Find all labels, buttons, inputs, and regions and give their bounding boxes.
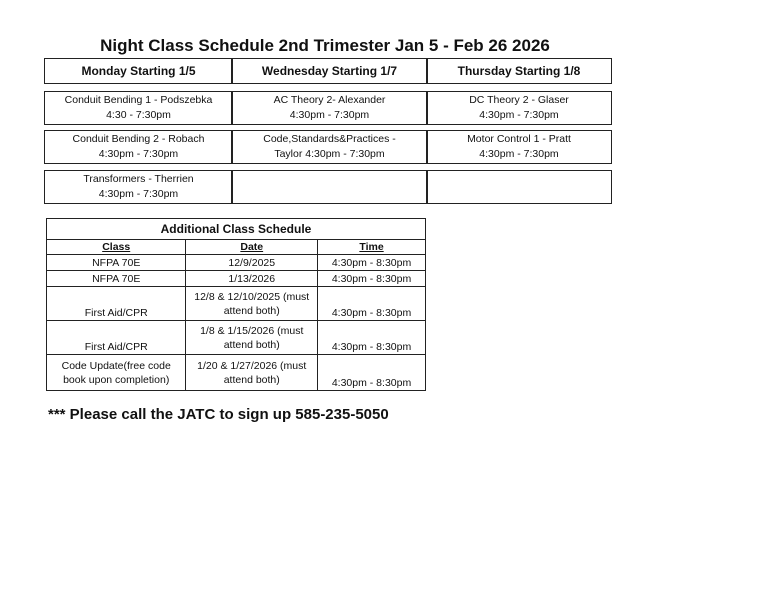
row-class: NFPA 70E <box>47 271 186 287</box>
class-time: Taylor 4:30pm - 7:30pm <box>274 148 385 160</box>
col-header-time: Time <box>318 240 426 255</box>
class-time: 4:30pm - 7:30pm <box>479 148 559 160</box>
additional-title: Additional Class Schedule <box>47 219 426 240</box>
row-time: 4:30pm - 8:30pm <box>318 271 426 287</box>
class-cell <box>426 130 612 164</box>
header-wednesday: Wednesday Starting 1/7 <box>231 58 428 84</box>
signup-note: *** Please call the JATC to sign up 585-235-5050 <box>48 406 389 423</box>
header-thursday: Thursday Starting 1/8 <box>426 58 612 84</box>
class-time: 4:30pm - 7:30pm <box>98 148 179 160</box>
class-time: 4:30pm - 7:30pm <box>98 188 179 200</box>
row-date: 1/20 & 1/27/2026 (must attend both) <box>186 355 318 391</box>
class-name: Conduit Bending 2 - Robach <box>72 133 205 145</box>
empty-cell <box>231 170 428 204</box>
class-name: Conduit Bending 1 - Podszebka <box>64 94 213 106</box>
class-cell <box>44 91 233 125</box>
page-title: Night Class Schedule 2nd Trimester Jan 5 - Feb 26 2026 <box>100 36 550 55</box>
row-time: 4:30pm - 8:30pm <box>318 287 426 321</box>
col-header-class: Class <box>47 240 186 255</box>
row-class: First Aid/CPR <box>47 321 186 355</box>
class-name: Code,Standards&Practices - <box>263 133 396 145</box>
row-class: Code Update(free code book upon completion) <box>47 355 186 391</box>
row-date: 12/9/2025 <box>186 255 318 271</box>
class-cell <box>426 91 612 125</box>
empty-cell <box>426 170 612 204</box>
row-time: 4:30pm - 8:30pm <box>318 355 426 391</box>
row-class: NFPA 70E <box>47 255 186 271</box>
class-name: Transformers - Therrien <box>83 173 194 185</box>
table-row <box>47 255 426 271</box>
row-date: 12/8 & 12/10/2025 (must attend both) <box>186 287 318 321</box>
class-cell <box>231 91 428 125</box>
row-date: 1/13/2026 <box>186 271 318 287</box>
row-date: 1/8 & 1/15/2026 (must attend both) <box>186 321 318 355</box>
class-name: AC Theory 2- Alexander <box>273 94 386 106</box>
class-time: 4:30pm - 7:30pm <box>289 109 370 121</box>
class-name: DC Theory 2 - Glaser <box>469 94 569 106</box>
table-row <box>47 271 426 287</box>
class-cell <box>231 130 428 164</box>
class-cell <box>44 130 233 164</box>
class-name: Motor Control 1 - Pratt <box>467 133 571 145</box>
table-row <box>47 287 426 321</box>
col-header-date: Date <box>186 240 318 255</box>
row-class: First Aid/CPR <box>47 287 186 321</box>
row-time: 4:30pm - 8:30pm <box>318 321 426 355</box>
table-row <box>47 355 426 391</box>
row-time: 4:30pm - 8:30pm <box>318 255 426 271</box>
class-time: 4:30pm - 7:30pm <box>479 109 559 121</box>
additional-class-table <box>46 218 426 391</box>
header-monday: Monday Starting 1/5 <box>44 58 233 84</box>
class-time: 4:30 - 7:30pm <box>106 109 171 121</box>
class-cell <box>44 170 233 204</box>
table-row <box>47 321 426 355</box>
